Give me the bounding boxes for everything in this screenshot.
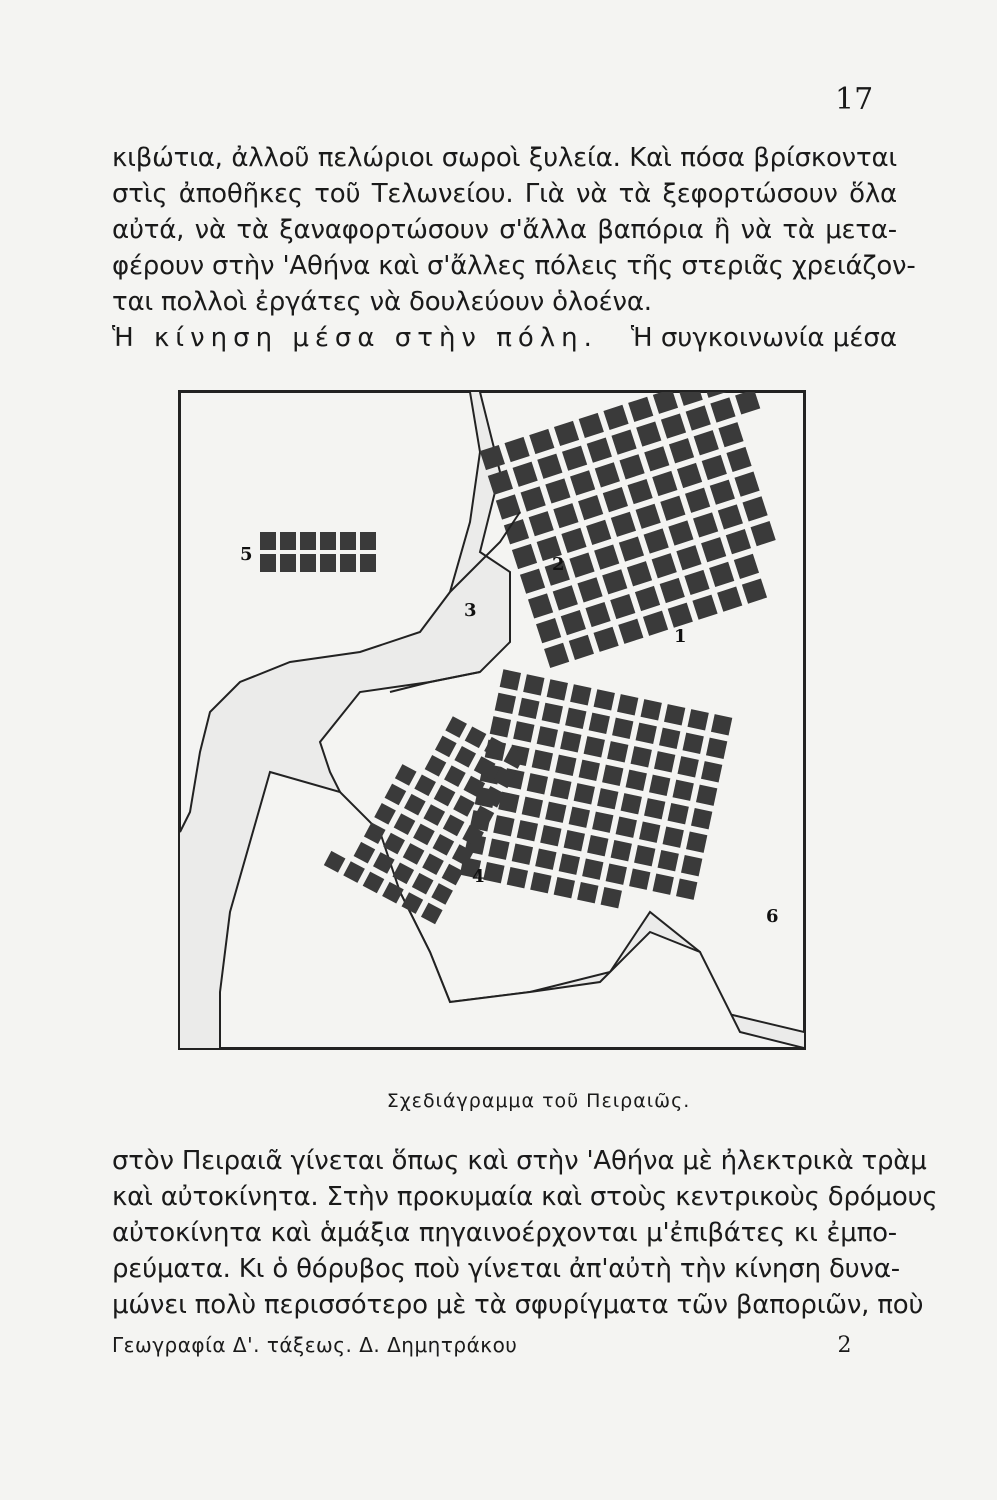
city-block — [570, 684, 591, 705]
city-block — [649, 775, 670, 796]
city-block — [626, 770, 647, 791]
city-block — [597, 788, 618, 809]
city-block — [634, 845, 655, 866]
city-block — [493, 815, 514, 836]
city-block — [584, 736, 605, 757]
city-block — [500, 669, 521, 690]
city-block — [559, 854, 580, 875]
city-block — [641, 699, 662, 720]
city-block — [654, 751, 675, 772]
city-block — [602, 765, 623, 786]
city-block — [560, 731, 581, 752]
city-block — [616, 817, 637, 838]
map-label-4: 4 — [472, 866, 485, 887]
section-heading: Ἡ κίνηση μέσα στὴν πόλη. — [112, 323, 598, 353]
city-block — [621, 793, 642, 814]
city-block — [360, 554, 376, 572]
text-line: κιβώτια, ἀλλοῦ πελώριοι σωροὶ ξυλεία. Καὶ πόσα βρίσκονται — [112, 143, 897, 173]
city-block — [696, 785, 717, 806]
city-block — [687, 709, 708, 730]
city-block — [280, 532, 296, 550]
city-block — [589, 713, 610, 734]
text-line: μώνει πολὺ περισσότερο μὲ τὰ σφυρίγματα τῶν βαποριῶν, ποὺ — [112, 1290, 924, 1320]
city-block — [691, 808, 712, 829]
city-block — [490, 716, 511, 737]
city-block — [653, 873, 674, 894]
city-block — [542, 703, 563, 724]
city-block — [569, 807, 590, 828]
city-block — [483, 862, 504, 883]
text-line: φέρουν στὴν 'Αθήνα καὶ σ'ἄλλες πόλεις τῆς στεριᾶς χρειάζον- — [112, 251, 916, 281]
city-block — [673, 780, 694, 801]
map-caption: Σχεδιάγραμμα τοῦ Πειραιῶς. — [386, 1090, 691, 1112]
city-block — [513, 721, 534, 742]
city-block — [550, 778, 571, 799]
city-block — [631, 746, 652, 767]
city-block — [537, 726, 558, 747]
city-block — [340, 532, 356, 550]
city-block — [540, 825, 561, 846]
city-block — [547, 679, 568, 700]
text-line: στὶς ἀποθῆκες τοῦ Τελωνείου. Γιὰ νὰ τὰ ξεφορτώσουν ὅλα — [112, 179, 897, 209]
city-block — [668, 803, 689, 824]
city-block — [530, 872, 551, 893]
city-block — [495, 693, 516, 714]
text-line: στὸν Πειραιᾶ γίνεται ὅπως καὶ στὴν 'Αθήνα μὲ ἠλεκτρικὰ τρὰμ — [112, 1146, 927, 1176]
city-block — [592, 812, 613, 833]
city-block — [607, 741, 628, 762]
section-heading-line — [112, 320, 897, 356]
city-block — [555, 755, 576, 776]
map-label-1: 1 — [674, 626, 687, 647]
city-block — [658, 850, 679, 871]
city-block — [564, 830, 585, 851]
city-block — [606, 864, 627, 885]
city-block — [532, 750, 553, 771]
city-block — [579, 760, 600, 781]
city-block — [340, 554, 356, 572]
city-block — [320, 532, 336, 550]
city-block — [260, 554, 276, 572]
city-block — [663, 827, 684, 848]
map-label-5: 5 — [240, 544, 253, 565]
city-block — [587, 835, 608, 856]
city-block — [711, 714, 732, 735]
text-line: ται πολλοὶ ἐργάτες νὰ δουλεύουν ὁλοένα. — [112, 287, 652, 317]
section-heading-continuation: Ἡ συγκοινωνία μέσα — [630, 323, 897, 353]
map-label-2: 2 — [552, 554, 565, 575]
city-block — [300, 554, 316, 572]
city-block — [659, 728, 680, 749]
text-line: καὶ αὐτοκίνητα. Στὴν προκυμαία καὶ στοὺς κεντρικοὺς δρόμους — [112, 1182, 938, 1212]
city-block — [686, 832, 707, 853]
city-block — [677, 756, 698, 777]
city-block — [706, 738, 727, 759]
map-caption-row — [0, 1090, 997, 1112]
city-block — [545, 802, 566, 823]
map-label-6: 6 — [766, 906, 779, 927]
city-block — [682, 733, 703, 754]
city-block — [611, 840, 632, 861]
city-block — [280, 554, 296, 572]
city-block — [644, 798, 665, 819]
text-line: αὐτοκίνητα καὶ ἁμάξια πηγαινοέρχονται μ'ἐπιβάτες κι ἐμπο- — [112, 1218, 897, 1248]
city-block — [629, 868, 650, 889]
city-block — [554, 877, 575, 898]
city-block — [535, 849, 556, 870]
piraeus-map — [178, 390, 806, 1050]
city-block — [612, 718, 633, 739]
page-number: 17 — [835, 82, 874, 117]
bottom-paragraph — [112, 1143, 938, 1323]
city-block — [636, 723, 657, 744]
city-block — [676, 878, 697, 899]
text-line: αὐτά, νὰ τὰ ξαναφορτώσουν σ'ἄλλα βαπόρια ἢ νὰ τὰ μετα- — [112, 215, 897, 245]
city-block — [681, 855, 702, 876]
city-block — [488, 839, 509, 860]
land-areas — [180, 392, 804, 1048]
city-block — [601, 887, 622, 908]
city-block — [594, 689, 615, 710]
city-block — [517, 820, 538, 841]
footer-number: 2 — [837, 1333, 852, 1358]
city-block — [639, 822, 660, 843]
top-paragraph — [112, 140, 916, 356]
map-label-3: 3 — [464, 600, 477, 621]
city-block — [507, 867, 528, 888]
city-block — [701, 761, 722, 782]
map-drawing — [180, 392, 804, 1048]
city-block — [260, 532, 276, 550]
city-block — [320, 554, 336, 572]
city-block — [617, 694, 638, 715]
text-line: ρεύματα. Κι ὁ θόρυβος ποὺ γίνεται ἀπ'αὐτὴ τὴν κίνηση δυνα- — [112, 1254, 900, 1284]
city-block — [664, 704, 685, 725]
city-block — [527, 773, 548, 794]
city-block — [300, 532, 316, 550]
city-block — [574, 783, 595, 804]
city-block — [518, 698, 539, 719]
footer-text: Γεωγραφία Δ'. τάξεως. Δ. Δημητράκου — [112, 1333, 518, 1357]
city-block — [523, 674, 544, 695]
page-footer — [112, 1333, 852, 1358]
city-block — [360, 532, 376, 550]
city-block — [582, 859, 603, 880]
city-block — [577, 882, 598, 903]
city-block — [522, 797, 543, 818]
city-block — [565, 708, 586, 729]
city-block — [512, 844, 533, 865]
